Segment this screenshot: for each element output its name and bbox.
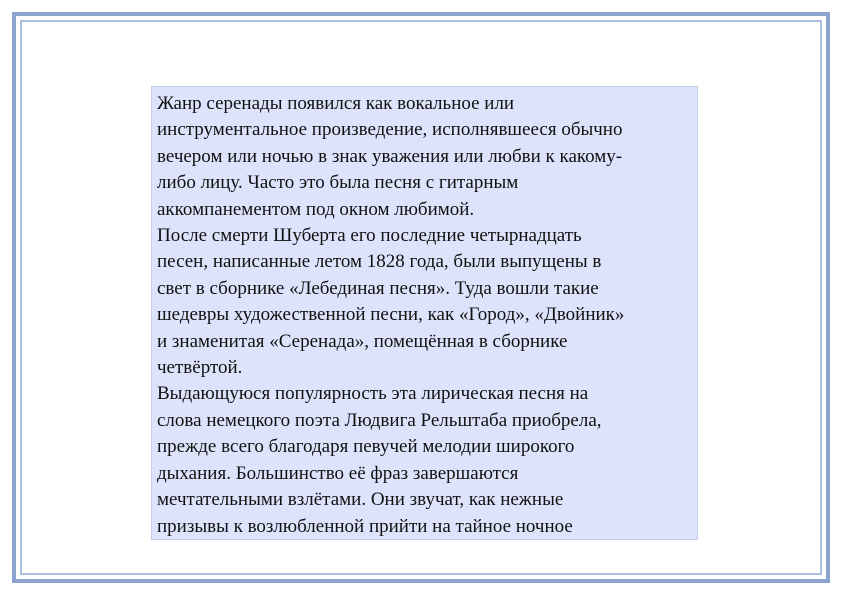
text-line: вечером или ночью в знак уважения или любви к какому- [157, 145, 623, 167]
text-line: свет в сборнике «Лебединая песня». Туда вошли такие [157, 277, 599, 299]
text-line: мечтательными взлётами. Они звучат, как нежные [157, 489, 564, 511]
text-line: призывы к возлюбленной прийти на тайное ночное [157, 515, 573, 537]
text-line: После смерти Шуберта его последние четырнадцать [157, 225, 582, 247]
text-line: прежде всего благодаря певучей мелодии широкого [157, 436, 575, 458]
text-line: либо лицу. Часто это была песня с гитарным [157, 172, 519, 194]
text-line: шедевры художественной песни, как «Город», «Двойник» [157, 304, 625, 326]
text-line: аккомпанементом под окном любимой. [157, 198, 475, 220]
text-line: Жанр серенады появился как вокальное или [157, 93, 515, 114]
text-line: Выдающуюся популярность эта лирическая песня на [157, 383, 589, 405]
text-line: четвёртой. [157, 357, 243, 379]
text-line: инструментальное произведение, исполнявшееся обычно [157, 119, 623, 141]
text-line: дыхания. Большинство её фраз завершаются [157, 462, 519, 484]
text-line: слова немецкого поэта Людвига Рельштаба приобрела, [157, 409, 602, 431]
text-box [151, 86, 698, 540]
text-line: и знаменитая «Серенада», помещённая в сборнике [157, 330, 568, 352]
text-line: песен, написанные летом 1828 года, были выпущены в [157, 251, 602, 273]
